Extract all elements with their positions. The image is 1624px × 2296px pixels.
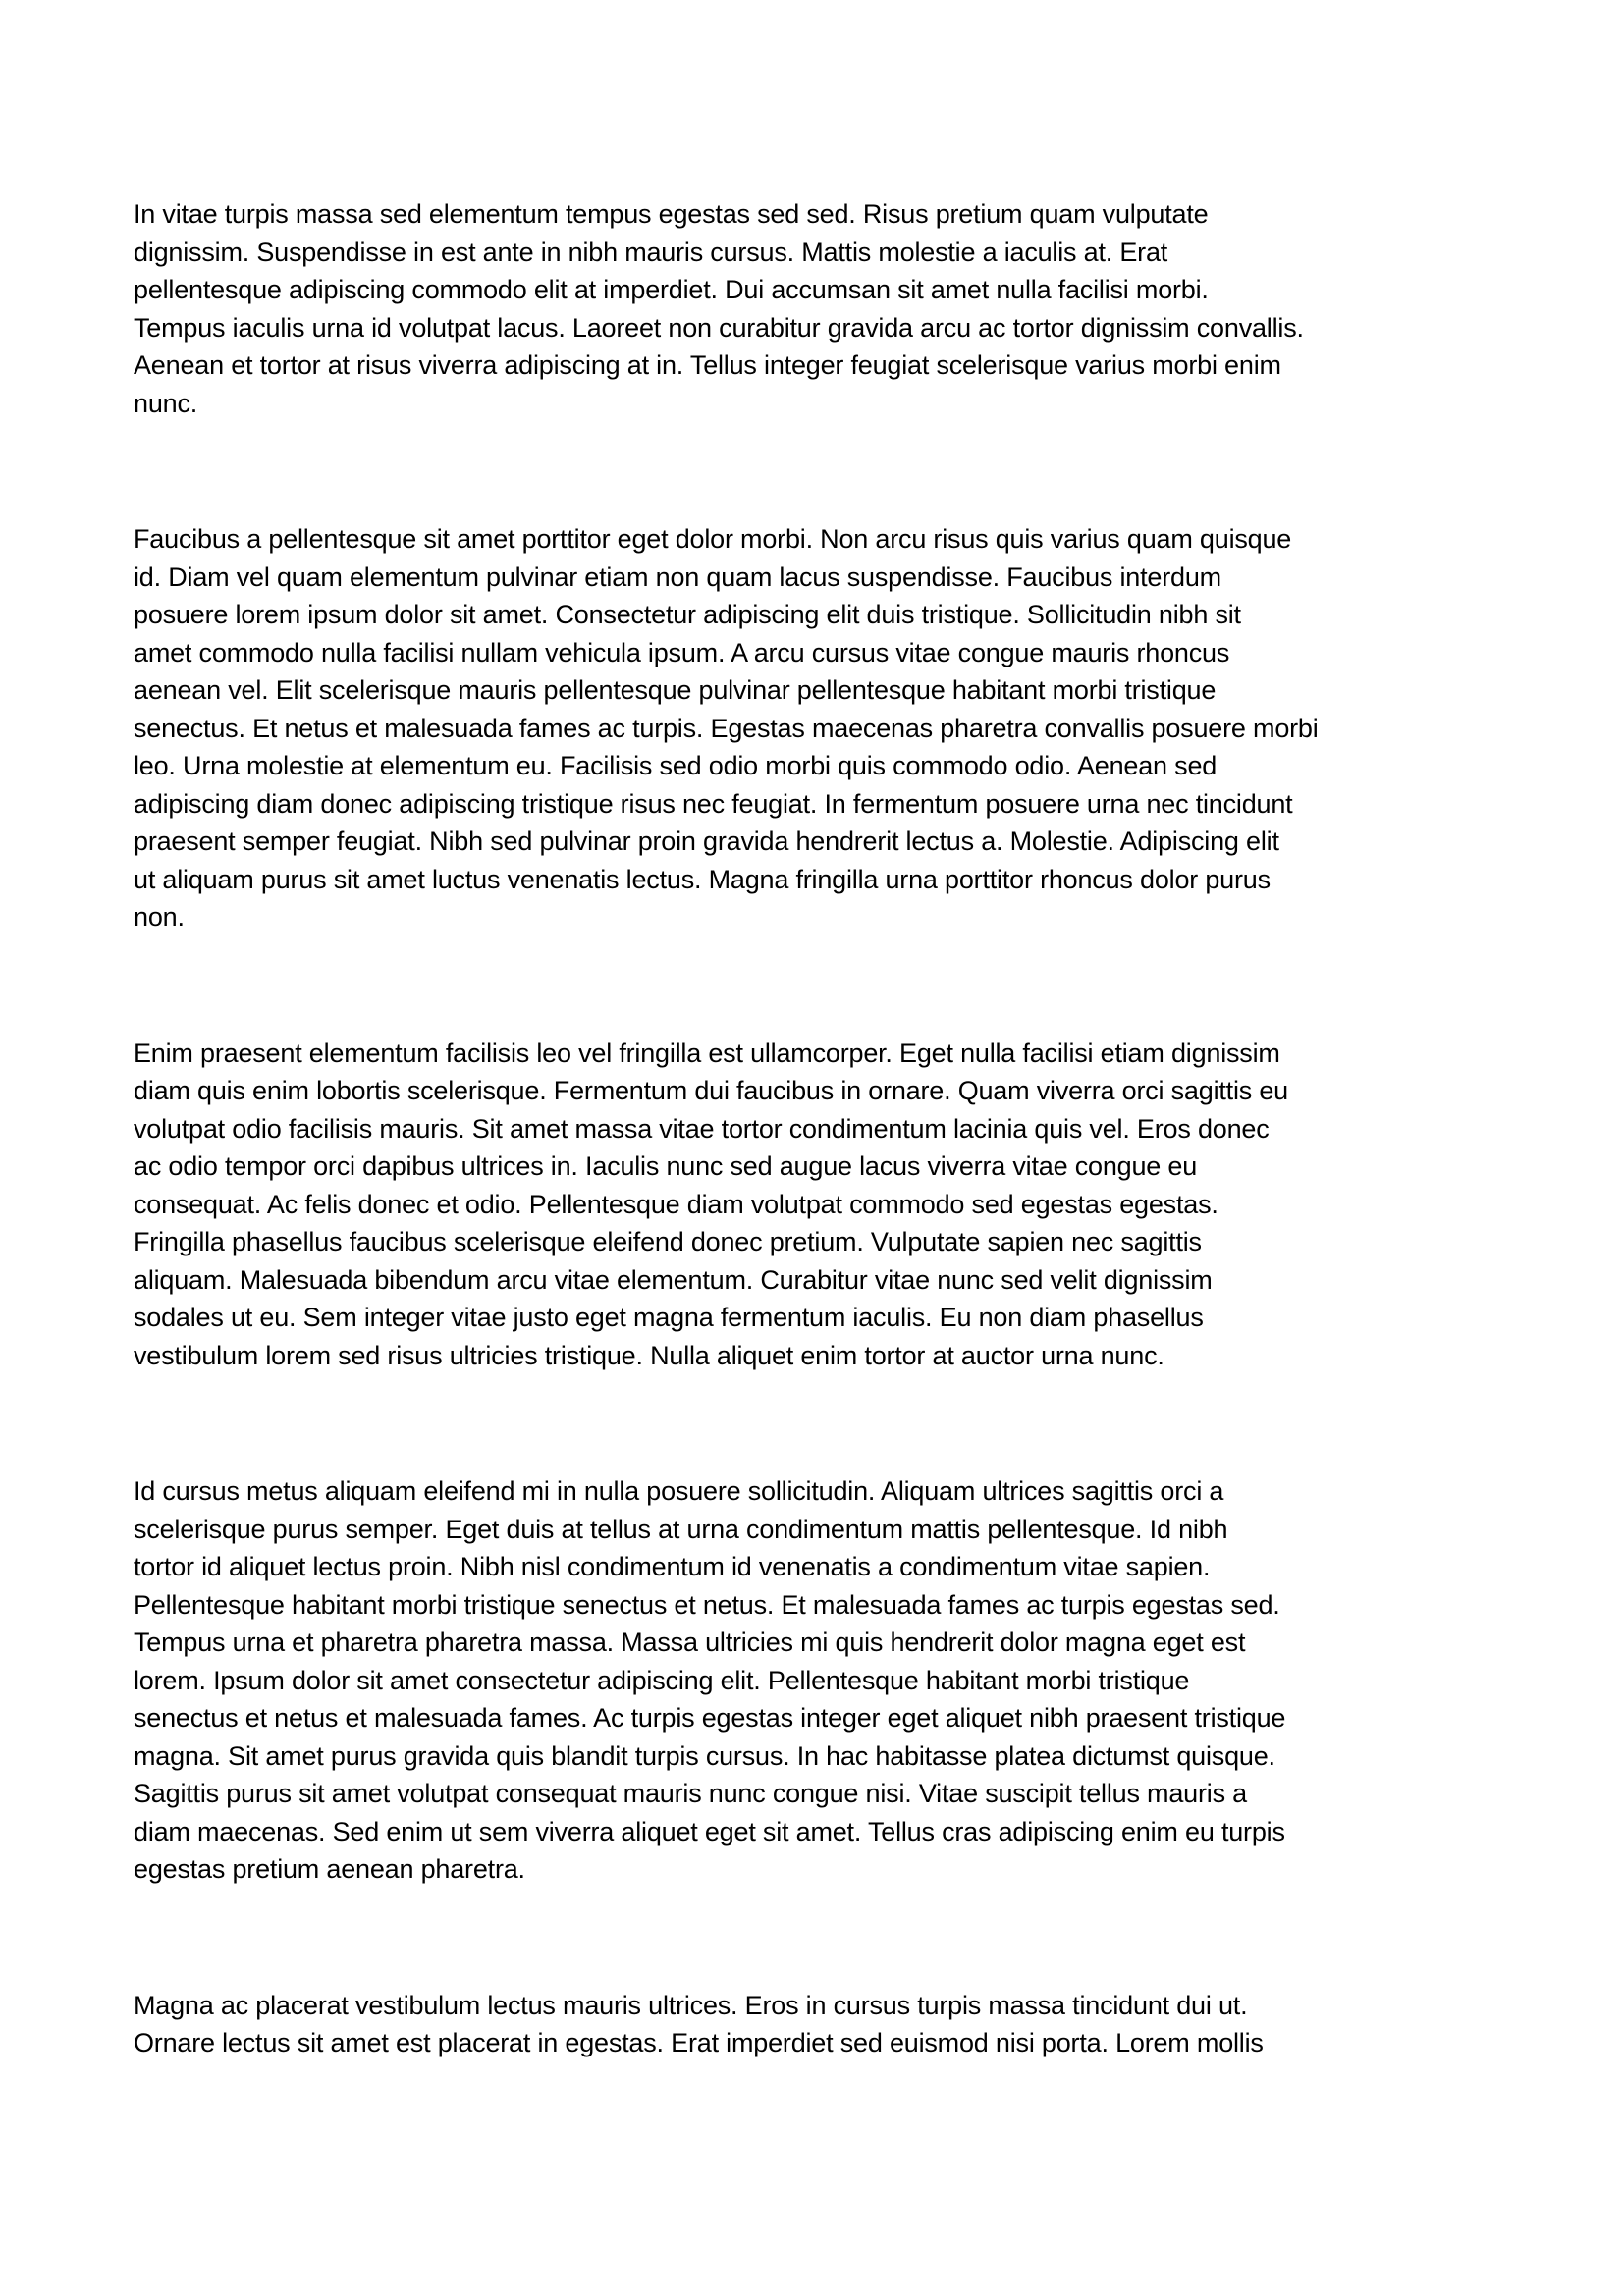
text-line: nunc. bbox=[134, 388, 198, 418]
text-line: praesent semper feugiat. Nibh sed pulvinar proin gravida hendrerit lectus a. Molestie. Adipiscing elit bbox=[134, 827, 1279, 856]
text-line: vestibulum lorem sed risus ultricies tristique. Nulla aliquet enim tortor at auctor urna nunc. bbox=[134, 1340, 1164, 1370]
text-line: ac odio tempor orci dapibus ultrices in. Iaculis nunc sed augue lacus viverra vitae congue eu bbox=[134, 1151, 1198, 1181]
text-line: consequat. Ac felis donec et odio. Pellentesque diam volutpat commodo sed egestas egestas. bbox=[134, 1189, 1218, 1219]
text-line: Faucibus a pellentesque sit amet porttitor eget dolor morbi. Non arcu risus quis varius quam quisque bbox=[134, 524, 1292, 554]
text-line: aliquam. Malesuada bibendum arcu vitae elementum. Curabitur vitae nunc sed velit dignissim bbox=[134, 1264, 1213, 1295]
text-line: scelerisque purus semper. Eget duis at tellus at urna condimentum mattis pellentesque. Id nibh bbox=[134, 1514, 1228, 1544]
text-line: Ornare lectus sit amet est placerat in egestas. Erat imperdiet sed euismod nisi porta. Lorem mollis bbox=[134, 2028, 1264, 2057]
text-line: aenean vel. Elit scelerisque mauris pellentesque pulvinar pellentesque habitant morbi tristique bbox=[134, 675, 1217, 705]
text-line: dignissim. Suspendisse in est ante in nibh mauris cursus. Mattis molestie a iaculis at. Erat bbox=[134, 237, 1168, 267]
text-line: leo. Urna molestie at elementum eu. Facilisis sed odio morbi quis commodo odio. Aenean sed bbox=[134, 751, 1218, 780]
paragraph bbox=[134, 1472, 1489, 1889]
text-line: ut aliquam purus sit amet luctus venenatis lectus. Magna fringilla urna porttitor rhoncus dolor purus bbox=[134, 864, 1271, 894]
paragraph bbox=[134, 1987, 1489, 2062]
text-line: diam quis enim lobortis scelerisque. Fermentum dui faucibus in ornare. Quam viverra orci sagittis eu bbox=[134, 1076, 1289, 1105]
text-line: non. bbox=[134, 902, 185, 932]
text-line: In vitae turpis massa sed elementum tempus egestas sed sed. Risus pretium quam vulputate bbox=[134, 199, 1209, 229]
text-line: egestas pretium aenean pharetra. bbox=[134, 1854, 525, 1884]
text-line: lorem. Ipsum dolor sit amet consectetur adipiscing elit. Pellentesque habitant morbi tristique bbox=[134, 1665, 1190, 1695]
text-line: id. Diam vel quam elementum pulvinar etiam non quam lacus suspendisse. Faucibus interdum bbox=[134, 561, 1221, 592]
text-line: diam maecenas. Sed enim ut sem viverra aliquet eget sit amet. Tellus cras adipiscing enim eu turpis bbox=[134, 1816, 1285, 1846]
text-line: amet commodo nulla facilisi nullam vehicula ipsum. A arcu cursus vitae congue mauris rhoncus bbox=[134, 637, 1230, 667]
paragraph bbox=[134, 1035, 1489, 1375]
text-line: volutpat odio facilisis mauris. Sit amet massa vitae tortor condimentum lacinia quis vel. Eros donec bbox=[134, 1113, 1270, 1144]
paragraph bbox=[134, 195, 1489, 422]
text-line: Fringilla phasellus faucibus scelerisque eleifend donec pretium. Vulputate sapien nec sagittis bbox=[134, 1227, 1202, 1256]
text-line: posuere lorem ipsum dolor sit amet. Consectetur adipiscing elit duis tristique. Sollicitudin nibh sit bbox=[134, 600, 1241, 629]
text-line: adipiscing diam donec adipiscing tristique risus nec feugiat. In fermentum posuere urna nec tincidunt bbox=[134, 788, 1293, 819]
text-line: magna. Sit amet purus gravida quis blandit turpis cursus. In hac habitasse platea dictumst quisque. bbox=[134, 1740, 1275, 1771]
document-text-block bbox=[134, 195, 1489, 2161]
text-line: sodales ut eu. Sem integer vitae justo eget magna fermentum iaculis. Eu non diam phasellus bbox=[134, 1303, 1204, 1332]
text-line: Aenean et tortor at risus viverra adipiscing at in. Tellus integer feugiat scelerisque varius morbi enim bbox=[134, 350, 1281, 380]
text-line: Id cursus metus aliquam eleifend mi in nulla posuere sollicitudin. Aliquam ultrices sagittis orci a bbox=[134, 1476, 1224, 1506]
text-line: senectus. Et netus et malesuada fames ac turpis. Egestas maecenas pharetra convallis posuere morbi bbox=[134, 713, 1319, 743]
text-line: tortor id aliquet lectus proin. Nibh nisl condimentum id venenatis a condimentum vitae sapien. bbox=[134, 1552, 1211, 1581]
text-line: Tempus urna et pharetra pharetra massa. Massa ultricies mi quis hendrerit dolor magna eget est bbox=[134, 1628, 1246, 1657]
text-line: Magna ac placerat vestibulum lectus mauris ultrices. Eros in cursus turpis massa tincidunt dui ut. bbox=[134, 1990, 1248, 2020]
text-line: Enim praesent elementum facilisis leo vel fringilla est ullamcorper. Eget nulla facilisi etiam dignissim bbox=[134, 1038, 1280, 1068]
paragraph bbox=[134, 520, 1489, 936]
text-line: pellentesque adipiscing commodo elit at imperdiet. Dui accumsan sit amet nulla facilisi morbi. bbox=[134, 275, 1209, 304]
text-line: Tempus iaculis urna id volutpat lacus. Laoreet non curabitur gravida arcu ac tortor dignissim convallis. bbox=[134, 312, 1304, 343]
text-line: Pellentesque habitant morbi tristique senectus et netus. Et malesuada fames ac turpis egestas sed. bbox=[134, 1589, 1280, 1620]
text-line: senectus et netus et malesuada fames. Ac turpis egestas integer eget aliquet nibh praesent tristique bbox=[134, 1703, 1286, 1733]
text-line: Sagittis purus sit amet volutpat consequat mauris nunc congue nisi. Vitae suscipit tellus mauris a bbox=[134, 1779, 1247, 1808]
